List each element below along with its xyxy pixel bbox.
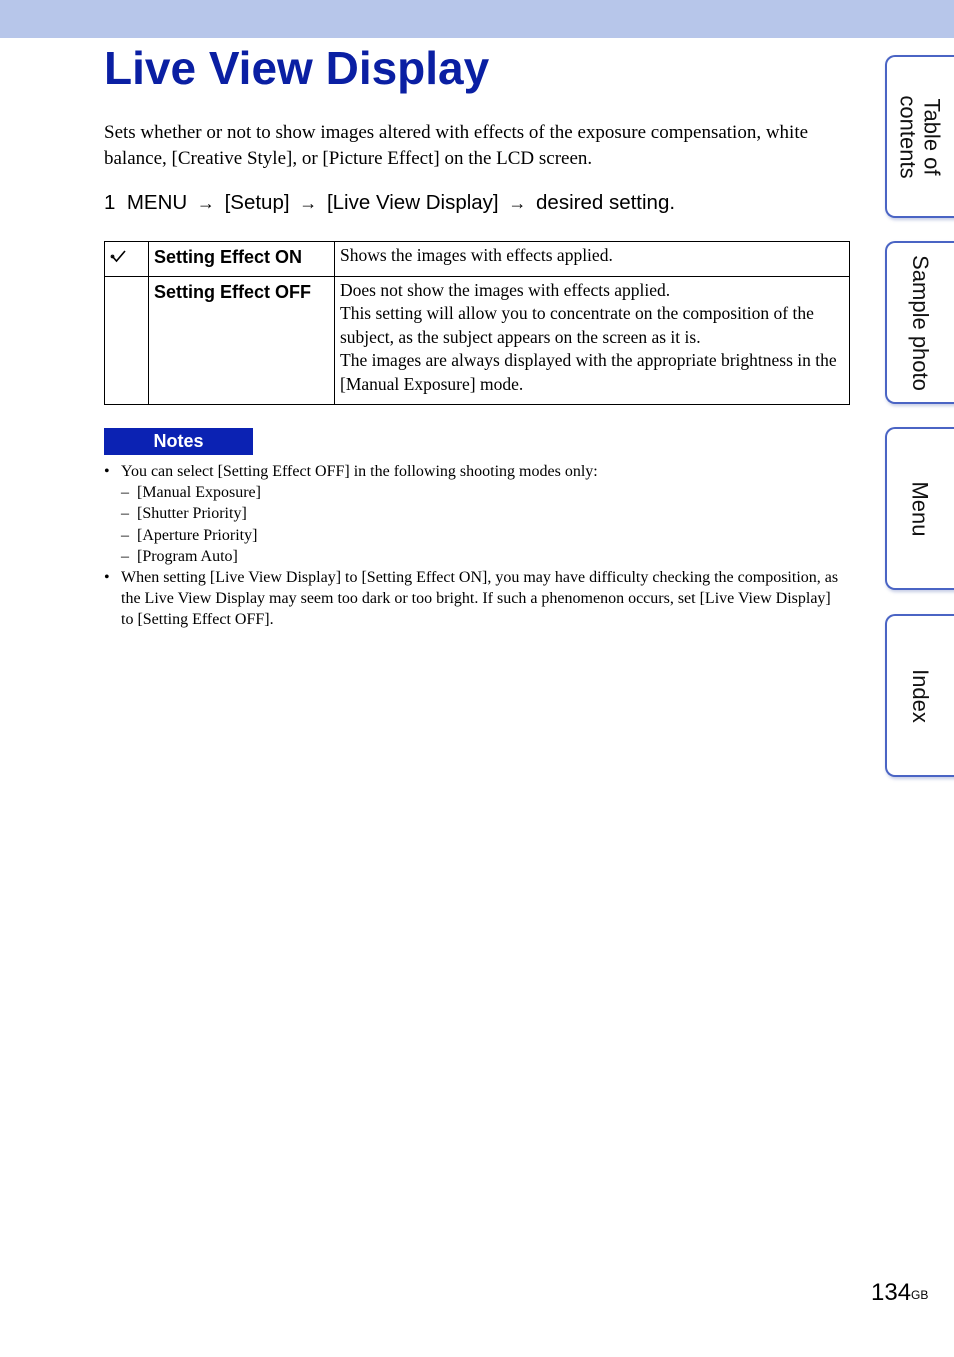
mode-text: [Program Auto]: [137, 547, 238, 565]
arrow-icon: →: [196, 193, 215, 213]
tab-menu[interactable]: [885, 427, 954, 590]
notes-list: [104, 461, 844, 631]
step-number: 1: [104, 191, 116, 214]
setting-description: [335, 276, 850, 405]
dash-icon: –: [121, 484, 129, 502]
tab-index[interactable]: [885, 614, 954, 777]
step-menu: MENU: [126, 191, 188, 214]
mode-text: [Manual Exposure]: [137, 484, 261, 502]
header-band: [0, 0, 954, 38]
dash-icon: –: [121, 505, 129, 523]
setting-description: [335, 242, 850, 277]
page-title: Live View Display: [104, 42, 490, 94]
tab-sample-photo[interactable]: [885, 241, 954, 404]
page-number: [871, 1278, 928, 1308]
tab-table-of-contents[interactable]: [885, 55, 954, 218]
step-desired-setting: desired setting.: [536, 191, 676, 214]
setting-name: Setting Effect ON: [149, 242, 335, 277]
dash-icon: –: [121, 526, 129, 544]
description-line: This setting will allow you to concentrate on the composition of the subject, as the subject appears on the screen as it is.: [340, 303, 814, 347]
setting-name: Setting Effect OFF: [149, 276, 335, 405]
menu-step: [104, 188, 844, 218]
table-row: [105, 242, 850, 277]
arrow-icon: →: [508, 193, 527, 213]
tab-label: Menu: [907, 480, 933, 537]
step-setup: [Setup]: [224, 191, 290, 214]
selected-mark-cell: [105, 242, 149, 277]
table-row: [105, 276, 850, 405]
mode-text: [Shutter Priority]: [137, 505, 247, 523]
settings-table: [104, 241, 850, 405]
list-item: [104, 525, 844, 546]
list-item: [104, 503, 844, 524]
page-suffix: GB: [911, 1288, 929, 1302]
note-text: You can select [Setting Effect OFF] in the following shooting modes only:: [121, 463, 598, 480]
tab-label: Index: [907, 668, 933, 723]
checkmark-icon: [110, 248, 128, 264]
tab-label: Table of contents: [895, 94, 945, 179]
dash-icon: –: [121, 547, 129, 565]
description-line: Does not show the images with effects applied.: [340, 279, 671, 300]
step-live-view: [Live View Display]: [326, 191, 499, 214]
list-item: [104, 546, 844, 567]
bullet-icon: •: [104, 569, 110, 587]
list-item: [104, 482, 844, 503]
selected-mark-cell: [105, 276, 149, 405]
list-item: [104, 567, 844, 631]
list-item: [104, 461, 844, 482]
arrow-icon: →: [299, 193, 318, 213]
description-line: The images are always displayed with the appropriate brightness in the [Manual Exposure] mode.: [340, 350, 837, 394]
intro-text: Sets whether or not to show images altered with effects of the exposure compensation, white balance, [Creative Style], or [Picture Effect] on the LCD screen.: [104, 122, 809, 169]
note-text: When setting [Live View Display] to [Setting Effect ON], you may have difficulty checking the composition, as the Live View Display may seem too dark or too bright. If such a phenomenon occurs, set [Live View Display] to [Setting Effect OFF].: [121, 569, 839, 629]
tab-label: Sample photo: [908, 254, 934, 391]
page-number-value: 134: [871, 1279, 912, 1306]
notes-label: Notes: [104, 428, 253, 455]
mode-text: [Aperture Priority]: [137, 526, 258, 544]
description-line: Shows the images with effects applied.: [340, 245, 613, 265]
bullet-icon: •: [104, 463, 110, 480]
